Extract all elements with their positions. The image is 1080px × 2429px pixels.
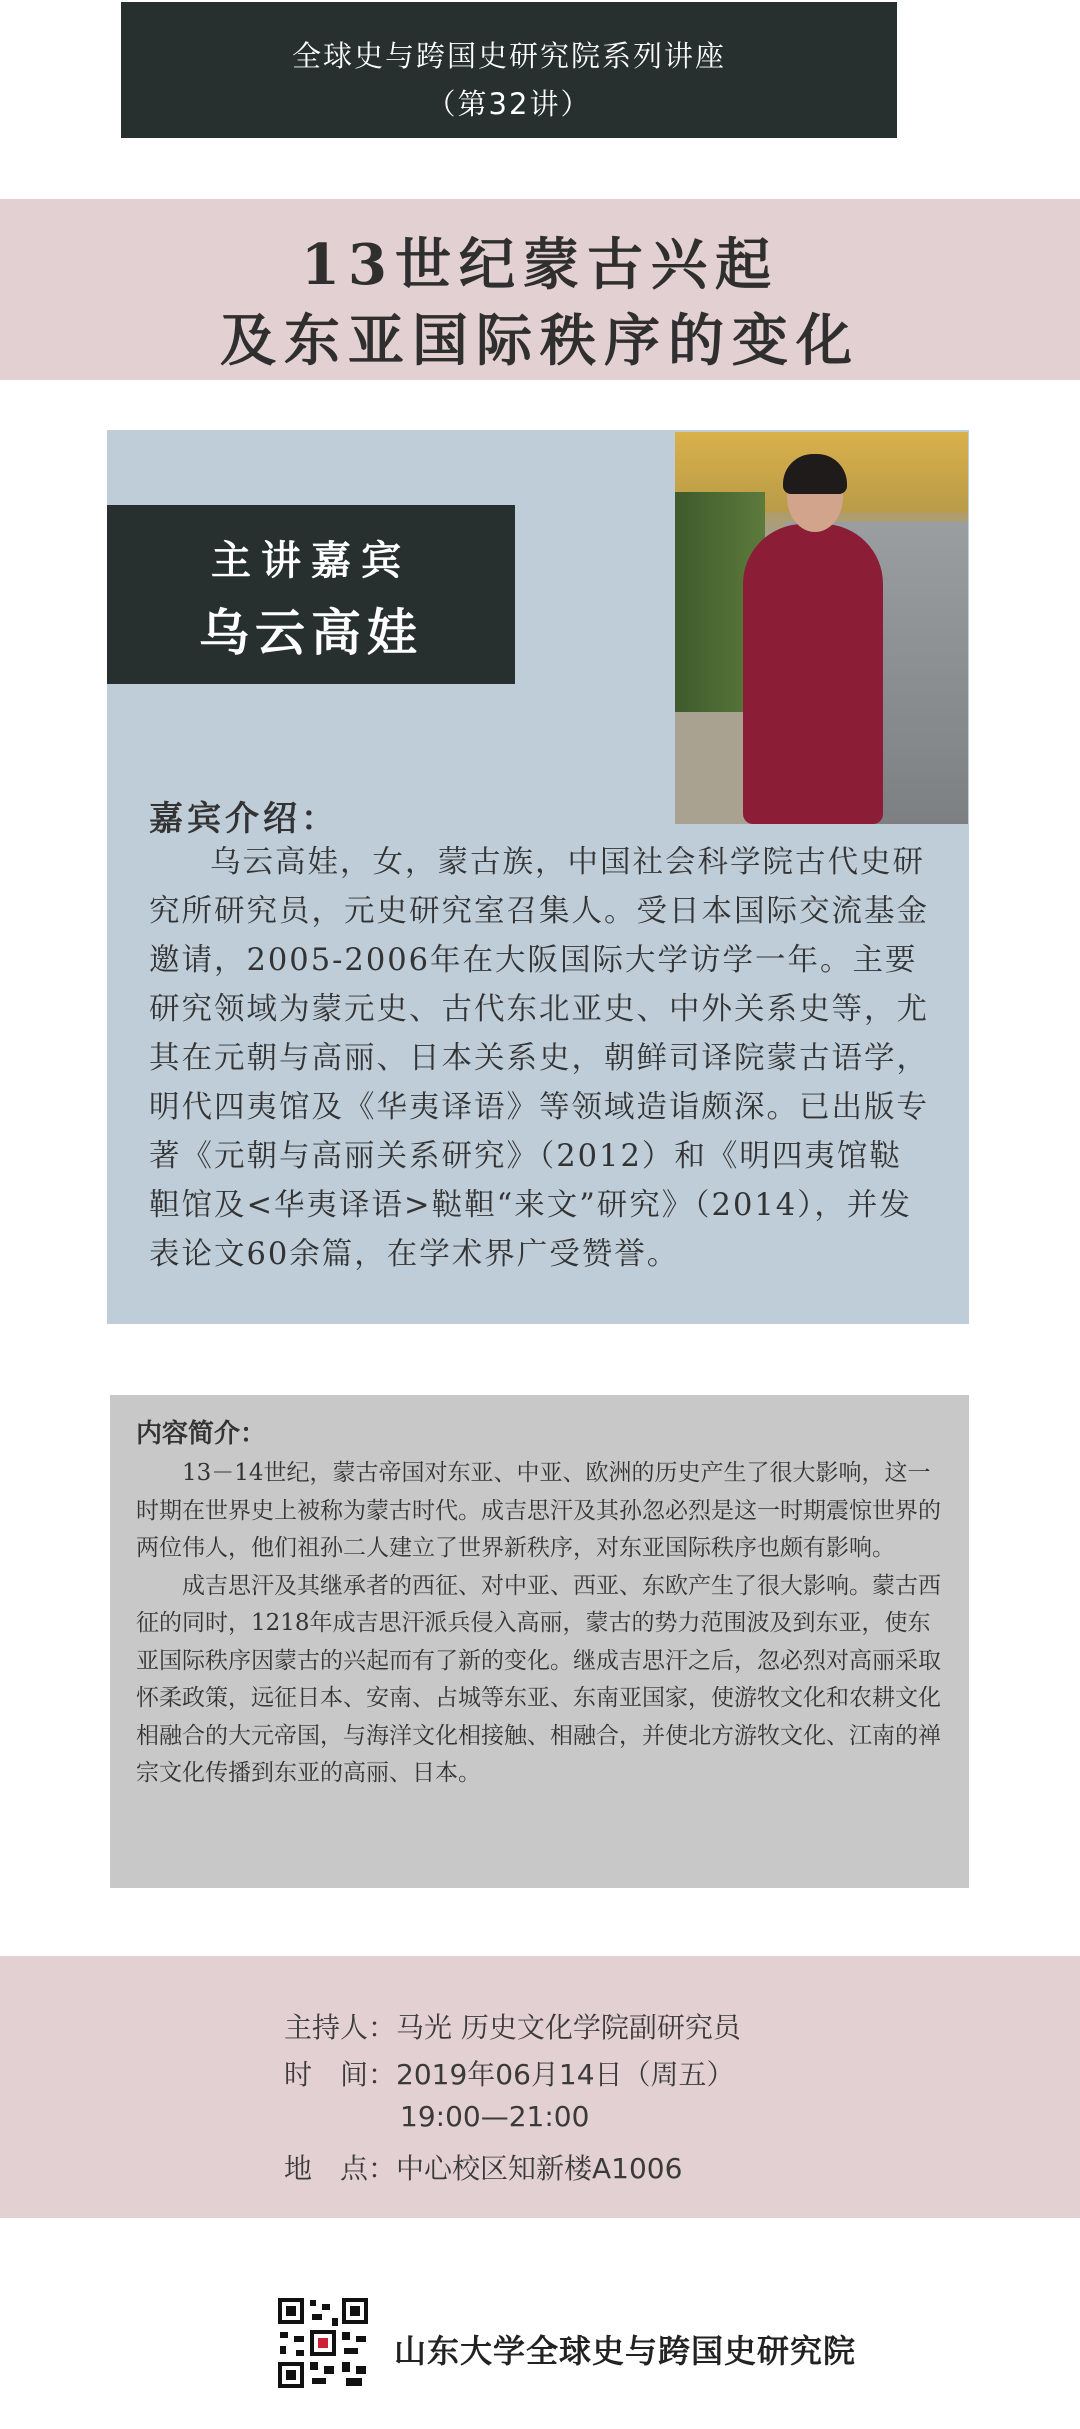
speaker-photo (675, 432, 968, 824)
event-time: 时 间：2019年06月14日（周五） (284, 2058, 735, 2091)
qr-code-icon (276, 2296, 370, 2390)
lecture-title-line1: 13世纪蒙古兴起 (301, 232, 779, 298)
event-info (0, 1956, 1080, 2218)
bio-heading: 嘉宾介绍： (149, 799, 339, 839)
lecture-title-line2: 及东亚国际秩序的变化 (220, 308, 860, 374)
speaker-bio: 乌云高娃，女，蒙古族，中国社会科学院古代史研究所研究员，元史研究室召集人。受日本国际交流基金邀请，2005-2006年在大阪国际大学访学一年。主要研究领域为蒙元史、古代东北亚史、中外关系史等，尤其在元朝与高丽、日本关系史，朝鲜司译院蒙古语学，明代四夷馆及《华夷译语》等领域造诣颇深。已出版专著《元朝与高丽关系研究》（2012）和《明四夷馆鞑靼馆及<华夷译语>鞑靼“来文”研究》（2014），并发表论文60余篇，在学术界广受赞誉。 (149, 845, 929, 1272)
speaker-nametag (107, 505, 515, 684)
event-time-range: 19:00—21:00 (400, 2100, 590, 2133)
series-title: 全球史与跨国史研究院系列讲座 (291, 39, 726, 73)
lecture-number: （第32讲） (426, 87, 592, 121)
institute-name: 山东大学全球史与跨国史研究院 (394, 2332, 857, 2370)
speaker-role-label: 主讲嘉宾 (211, 537, 411, 584)
speaker-name: 乌云高娃 (199, 603, 423, 662)
lecture-title-bar (0, 199, 1080, 380)
content-heading: 内容简介： (136, 1419, 267, 1449)
content-paragraph: 成吉思汗及其继承者的西征、对中亚、西亚、东欧产生了很大影响。蒙古西征的同时，1218年成吉思汗派兵侵入高丽，蒙古的势力范围波及到东亚，使东亚国际秩序因蒙古的兴起而有了新的变化。继成吉思汗之后，忽必烈对高丽采取怀柔政策，远征日本、安南、占城等东亚、东南亚国家，使游牧文化和农耕文化相融合的大元帝国，与海洋文化相接触、相融合，并使北方游牧文化、江南的禅宗文化传播到东亚的高丽、日本。 (136, 1572, 941, 1786)
content-summary (110, 1395, 969, 1888)
event-host: 主持人：马光 历史文化学院副研究员 (284, 2011, 741, 2044)
event-place: 地 点：中心校区知新楼A1006 (284, 2152, 683, 2185)
content-paragraph: 13－14世纪，蒙古帝国对东亚、中亚、欧洲的历史产生了很大影响，这一时期在世界史上被称为蒙古时代。成吉思汗及其孙忽必烈是这一时期震惊世界的两位伟人，他们祖孙二人建立了世界新秩序，对东亚国际秩序也颇有影响。 (136, 1460, 941, 1561)
content-body (136, 1455, 948, 1793)
series-banner (121, 2, 897, 138)
